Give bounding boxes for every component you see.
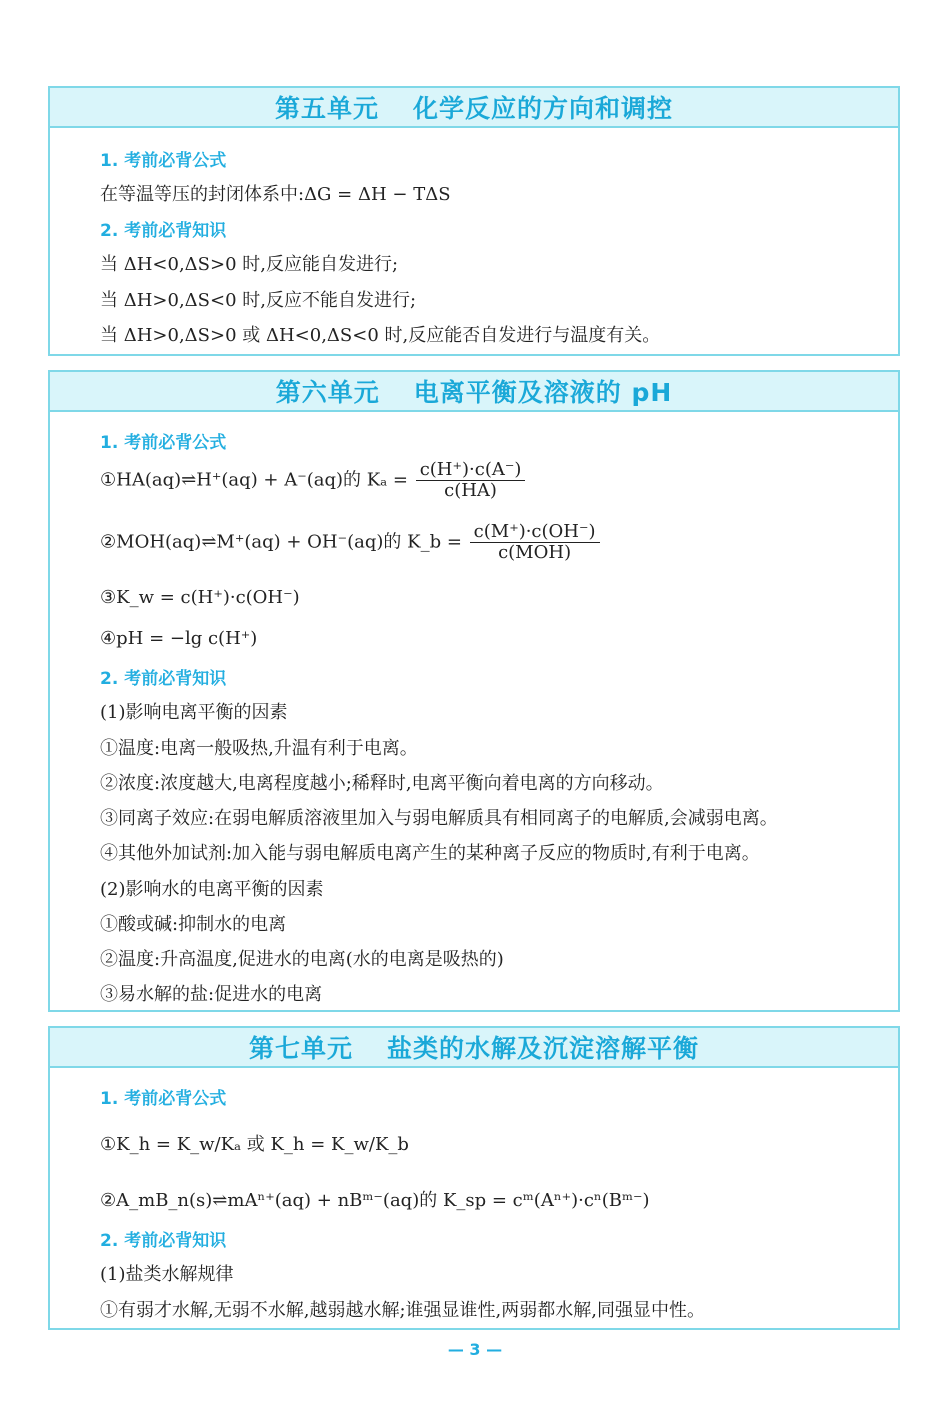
formula-2-left: ②MOH(aq)⇌M⁺(aq) + OH⁻(aq)的 K_b =	[100, 531, 462, 553]
formula-2-fraction	[470, 522, 600, 563]
unit-6-knowledge-heading: 2. 考前必背知识	[100, 669, 227, 689]
formula-2-denominator: c(MOH)	[498, 541, 572, 563]
unit-6-formula-1	[100, 460, 527, 501]
formula-1-fraction	[416, 460, 526, 501]
unit-6-formula-3: ③K_w = c(H⁺)·c(OH⁻)	[100, 587, 300, 608]
unit-6-header	[50, 372, 898, 412]
unit-6-item-b1: ①酸或碱:抑制水的电离	[100, 914, 287, 935]
unit-6-formula-heading: 1. 考前必背公式	[100, 433, 227, 453]
unit-6-item-b3: ③易水解的盐:促进水的电离	[100, 984, 323, 1005]
unit-7-formula-heading: 1. 考前必背公式	[100, 1089, 227, 1109]
unit-5-box	[48, 86, 900, 356]
unit-7-formula-2: ②A_mB_n(s)⇌mAⁿ⁺(aq) + nBᵐ⁻(aq)的 K_sp = cᵐ(Aⁿ⁺)·cⁿ(Bᵐ⁻)	[100, 1190, 650, 1211]
unit-5-knowledge-2: 当 ΔH>0,ΔS<0 时,反应不能自发进行;	[100, 290, 417, 311]
formula-1-numerator: c(H⁺)·c(A⁻)	[416, 460, 526, 481]
unit-5-number: 第五单元	[274, 94, 379, 123]
unit-6-section-2: (2)影响水的电离平衡的因素	[100, 879, 324, 900]
unit-5-title: 化学反应的方向和调控	[413, 94, 674, 123]
unit-6-formula-4: ④pH = −lg c(H⁺)	[100, 628, 258, 649]
unit-6-title: 电离平衡及溶液的 pH	[413, 378, 673, 407]
unit-7-formula-1: ①K_h = K_w/Kₐ 或 K_h = K_w/K_b	[100, 1134, 409, 1155]
unit-6-section-1: (1)影响电离平衡的因素	[100, 702, 288, 723]
unit-7-item-a1: ①有弱才水解,无弱不水解,越弱越水解;谁强显谁性,两弱都水解,同强显中性。	[100, 1300, 705, 1321]
unit-5-header	[50, 88, 898, 128]
unit-7-section-1: (1)盐类水解规律	[100, 1264, 234, 1285]
unit-5-knowledge-3: 当 ΔH>0,ΔS>0 或 ΔH<0,ΔS<0 时,反应能否自发进行与温度有关。	[100, 325, 661, 346]
unit-7-box	[48, 1026, 900, 1330]
unit-6-item-a3: ③同离子效应:在弱电解质溶液里加入与弱电解质具有相同离子的电解质,会减弱电离。	[100, 808, 778, 829]
unit-6-item-a2: ②浓度:浓度越大,电离程度越小;稀释时,电离平衡向着电离的方向移动。	[100, 773, 664, 794]
unit-7-number: 第七单元	[248, 1034, 353, 1063]
unit-7-title: 盐类的水解及沉淀溶解平衡	[387, 1034, 700, 1063]
page-number: — 3 —	[447, 1340, 503, 1359]
formula-1-left: ①HA(aq)⇌H⁺(aq) + A⁻(aq)的 Kₐ =	[100, 469, 408, 491]
unit-5-knowledge-1: 当 ΔH<0,ΔS>0 时,反应能自发进行;	[100, 254, 399, 275]
formula-2-numerator: c(M⁺)·c(OH⁻)	[470, 522, 600, 543]
unit-5-formula-heading: 1. 考前必背公式	[100, 151, 227, 171]
unit-6-item-b2: ②温度:升高温度,促进水的电离(水的电离是吸热的)	[100, 949, 504, 970]
unit-7-knowledge-heading: 2. 考前必背知识	[100, 1231, 227, 1251]
unit-7-header	[50, 1028, 898, 1068]
unit-6-formula-2	[100, 522, 602, 563]
unit-5-formula: 在等温等压的封闭体系中:ΔG = ΔH − TΔS	[100, 184, 451, 205]
unit-6-box	[48, 370, 900, 1012]
unit-6-item-a4: ④其他外加试剂:加入能与弱电解质电离产生的某种离子反应的物质时,有利于电离。	[100, 843, 760, 864]
unit-6-number: 第六单元	[275, 378, 380, 407]
unit-5-knowledge-heading: 2. 考前必背知识	[100, 221, 227, 241]
unit-6-item-a1: ①温度:电离一般吸热,升温有利于电离。	[100, 738, 418, 759]
formula-1-denominator: c(HA)	[444, 479, 497, 501]
